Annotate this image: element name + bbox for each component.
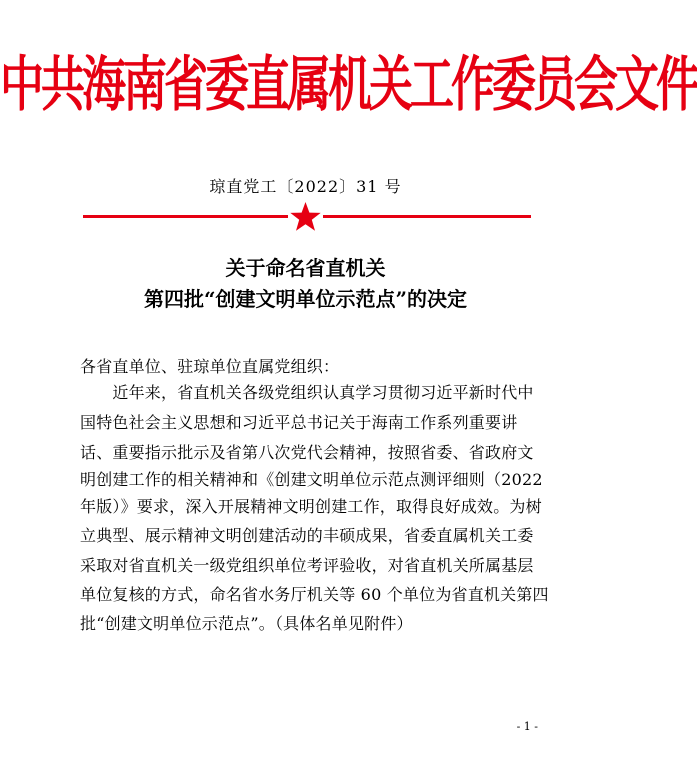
star-shape xyxy=(290,202,320,231)
paragraph-line: 近年来，省直机关各级党组织认真学习贯彻习近平新时代中 xyxy=(80,383,534,402)
document-title-line-2: 第四批“创建文明单位示范点”的决定 xyxy=(143,287,467,311)
paragraph-line: 批“创建文明单位示范点”。（具体名单见附件） xyxy=(80,614,413,633)
red-divider-right xyxy=(323,215,531,218)
star-icon xyxy=(289,201,322,232)
document-title-line-1: 关于命名省直机关 xyxy=(225,256,386,280)
masthead-title: 中共海南省委直属机关工作委员会文件 xyxy=(0,50,697,120)
red-divider-left xyxy=(83,215,288,218)
paragraph-line: 单位复核的方式，命名省水务厅机关等 60 个单位为省直机关第四 xyxy=(80,585,549,604)
paragraph-line: 话、重要指示批示及省第八次党代会精神，按照省委、省政府文 xyxy=(80,443,534,462)
paragraph-line: 年版）》要求，深入开展精神文明创建工作，取得良好成效。为树 xyxy=(80,497,542,516)
page-number: - 1 - xyxy=(516,720,538,733)
salutation: 各省直单位、驻琼单位直属党组织： xyxy=(80,357,340,376)
document-number: 琼直党工〔2022〕31 号 xyxy=(209,177,402,196)
paragraph-line: 采取对省直机关一级党组织单位考评验收，对省直机关所属基层 xyxy=(80,556,534,575)
paragraph-line: 明创建工作的相关精神和《创建文明单位示范点测评细则（2022 xyxy=(80,470,543,489)
paragraph-line: 国特色社会主义思想和习近平总书记关于海南工作系列重要讲 xyxy=(80,413,518,432)
paragraph-line: 立典型、展示精神文明创建活动的丰硕成果，省委直属机关工委 xyxy=(80,526,534,545)
